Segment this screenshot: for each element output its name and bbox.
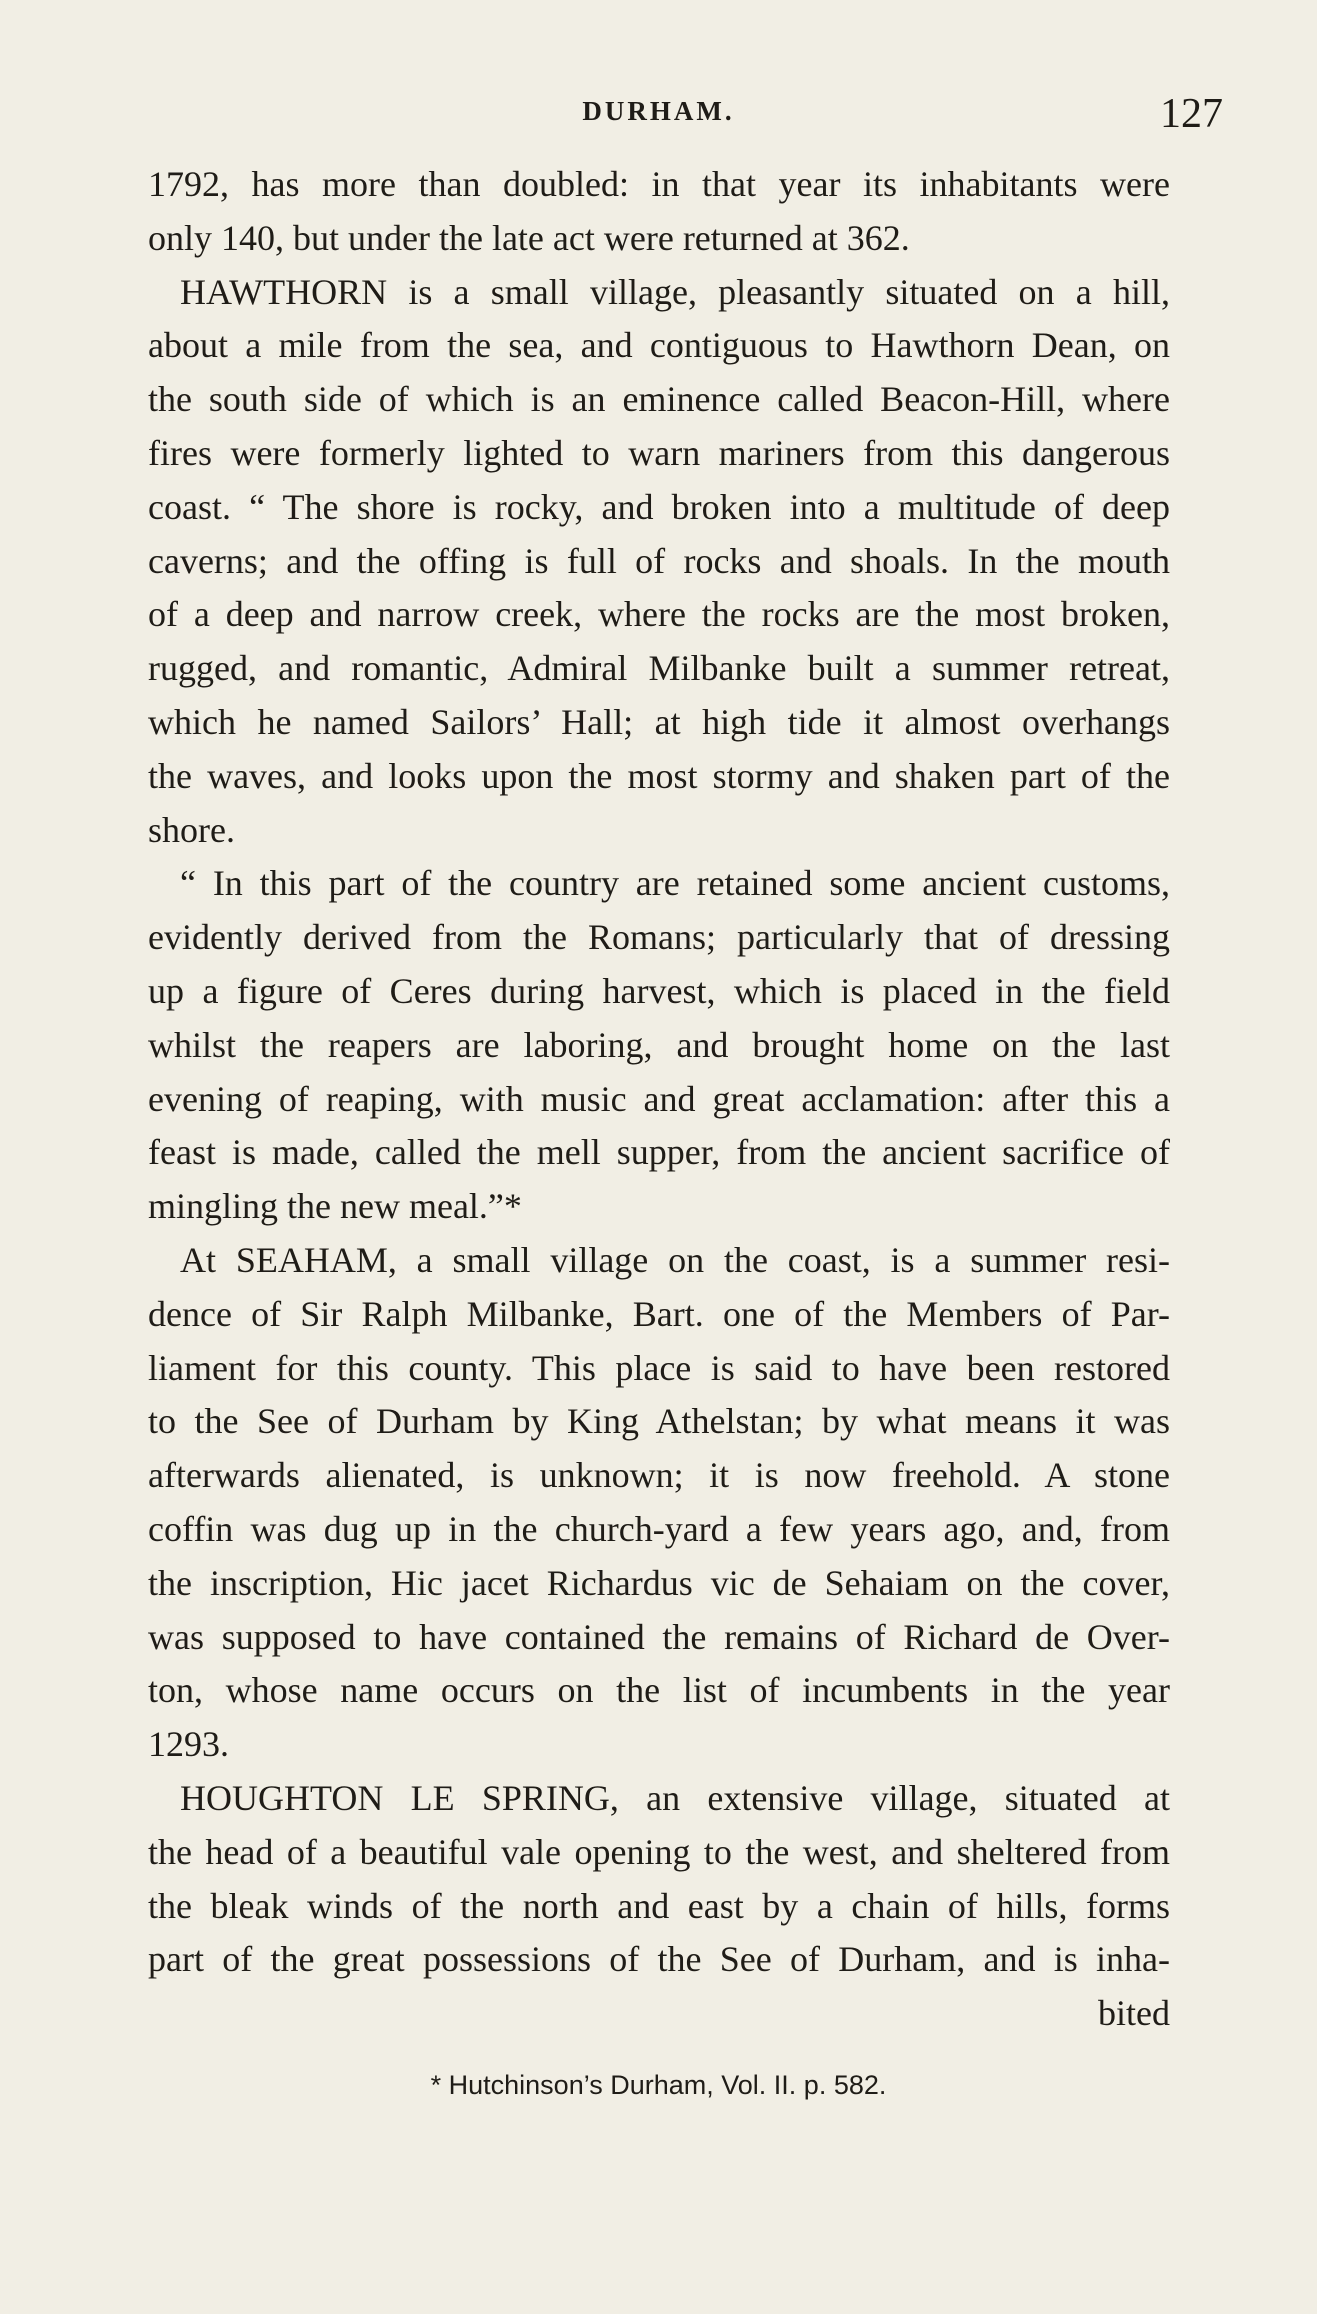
text-line: HOUGHTON LE SPRING, an extensive village, situated at: [180, 1777, 1170, 1818]
text-line: to the See of Durham by King Athelstan; by what means it was: [148, 1401, 1170, 1442]
text-line: rugged, and romantic, Admiral Milbanke built a summer retreat,: [148, 648, 1170, 689]
text-line: liament for this county. This place is said to have been restored: [148, 1347, 1170, 1388]
text-line: the inscription, Hic jacet Richardus vic de Sehaiam on the cover,: [148, 1562, 1170, 1603]
text-line: whilst the reapers are laboring, and brought home on the last: [148, 1024, 1170, 1065]
page-number: 127: [1160, 91, 1223, 137]
text-line: feast is made, called the mell supper, from the ancient sacrifice of: [148, 1132, 1170, 1173]
text-line: about a mile from the sea, and contiguous to Hawthorn Dean, on: [148, 325, 1170, 366]
text-line: the head of a beautiful vale opening to the west, and sheltered from: [148, 1831, 1170, 1872]
text-line: dence of Sir Ralph Milbanke, Bart. one of the Members of Par-: [148, 1293, 1170, 1334]
text-line: ton, whose name occurs on the list of incumbents in the year: [148, 1670, 1170, 1711]
text-line: evening of reaping, with music and great acclamation: after this a: [148, 1078, 1170, 1119]
body-text: [148, 158, 1170, 2041]
text-line: “ In this part of the country are retained some ancient customs,: [180, 863, 1170, 904]
text-line: afterwards alienated, is unknown; it is now freehold. A stone: [148, 1455, 1170, 1496]
text-line: caverns; and the offing is full of rocks and shoals. In the mouth: [148, 540, 1170, 581]
text-line: the bleak winds of the north and east by a chain of hills, forms: [148, 1885, 1170, 1926]
text-line: coffin was dug up in the church-yard a few years ago, and, from: [148, 1508, 1170, 1549]
text-line: which he named Sailors’ Hall; at high tide it almost overhangs: [148, 701, 1170, 742]
text-line: shore.: [148, 809, 235, 850]
text-line: evidently derived from the Romans; particularly that of dressing: [148, 917, 1170, 958]
text-line: coast. “ The shore is rocky, and broken into a multitude of deep: [148, 486, 1170, 527]
text-line: HAWTHORN is a small village, pleasantly situated on a hill,: [180, 271, 1170, 312]
text-line: mingling the new meal.”*: [148, 1186, 522, 1227]
running-header-title: DURHAM.: [582, 96, 735, 126]
text-line: the south side of which is an eminence called Beacon-Hill, where: [148, 379, 1170, 420]
text-line: was supposed to have contained the remains of Richard de Over-: [148, 1616, 1170, 1657]
text-line: up a figure of Ceres during harvest, which is placed in the field: [148, 970, 1170, 1011]
text-line: 1293.: [148, 1724, 229, 1765]
text-line: fires were formerly lighted to warn mariners from this dangerous: [148, 432, 1170, 473]
text-line: of a deep and narrow creek, where the rocks are the most broken,: [148, 594, 1170, 635]
catchword: bited: [1098, 1993, 1170, 2034]
text-line: the waves, and looks upon the most stormy and shaken part of the: [148, 755, 1170, 796]
text-line: At SEAHAM, a small village on the coast, is a summer resi-: [180, 1239, 1170, 1280]
text-line: part of the great possessions of the See of Durham, and is inha-: [148, 1939, 1170, 1980]
text-line: only 140, but under the late act were returned at 362.: [148, 217, 910, 258]
footnote: * Hutchinson’s Durham, Vol. II. p. 582.: [430, 2070, 887, 2100]
text-line: 1792, has more than doubled: in that year its inhabitants were: [148, 164, 1170, 204]
